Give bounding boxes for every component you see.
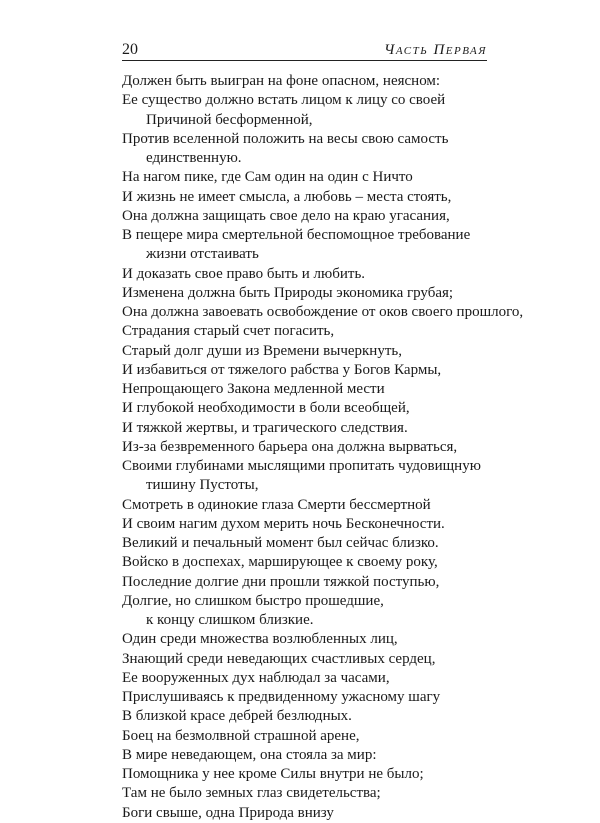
- poem-line: И тяжкой жертвы, и трагического следствия.: [122, 419, 408, 436]
- poem-line: Великий и печальный момент был сейчас близко.: [122, 535, 439, 551]
- page-number: 20: [122, 41, 138, 58]
- running-title: Часть Первая: [384, 42, 487, 58]
- poem-line: И доказать свое право быть и любить.: [122, 265, 366, 282]
- poem-line: Прислушиваясь к предвиденному ужасному шагу: [122, 689, 441, 705]
- poem-line: Причиной бесформенной,: [146, 111, 313, 128]
- poem-line: Один среди множества возлюбленных лиц,: [122, 631, 398, 648]
- poem-line: И глубокой необходимости в боли всеобщей,: [122, 400, 410, 417]
- poem-line: Своими глубинами мыслящими пропитать чудовищную: [122, 458, 481, 474]
- poem-line: Долгие, но слишком быстро прошедшие,: [122, 592, 384, 609]
- poem-line: Боги свыше, одна Природа внизу: [122, 804, 334, 821]
- poem-line: Ее существо должно встать лицом к лицу со своей: [122, 92, 446, 109]
- poem-line: единственную.: [146, 150, 242, 166]
- poem-line: В пещере мира смертельной беспомощное требование: [122, 227, 471, 243]
- poem-line: Она должна защищать свое дело на краю угасания,: [122, 207, 450, 224]
- poem-line: Помощника у нее кроме Силы внутри не было;: [122, 766, 424, 782]
- poem-line: Должен быть выигран на фоне опасном, неясном:: [122, 73, 441, 89]
- page-header: [122, 40, 487, 61]
- poem-line: к концу слишком близкие.: [146, 612, 314, 628]
- poem-line: тишину Пустоты,: [146, 477, 259, 494]
- poem-line: Страдания старый счет погасить,: [122, 323, 335, 340]
- poem-line: И жизнь не имеет смысла, а любовь – места стоять,: [122, 188, 452, 205]
- poem-line: Последние долгие дни прошли тяжкой поступью,: [122, 573, 440, 590]
- poem-line: Из-за безвременного барьера она должна вырваться,: [122, 438, 458, 455]
- poem-line: И своим нагим духом мерить ночь Бесконечности.: [122, 515, 445, 532]
- poem-line: Она должна завоевать освобождение от оков своего прошлого,: [122, 304, 524, 320]
- poem-line: Против вселенной положить на весы свою самость: [122, 130, 449, 147]
- poem-line: Непрощающего Закона медленной мести: [122, 381, 385, 397]
- poem-line: Там не было земных глаз свидетельства;: [122, 785, 381, 802]
- poem-line: И избавиться от тяжелого рабства у Богов Кармы,: [122, 361, 442, 378]
- poem-line: На нагом пике, где Сам один на один с Ничто: [122, 169, 413, 186]
- poem-line: Войско в доспехах, марширующее к своему року,: [122, 554, 438, 571]
- poem-line: Знающий среди неведающих счастливых сердец,: [122, 650, 436, 667]
- poem-line: жизни отстаивать: [146, 246, 259, 263]
- poem-line: В близкой красе дебрей безлюдных.: [122, 708, 352, 725]
- poem-text: [122, 72, 524, 823]
- poem-line: Старый долг души из Времени вычеркнуть,: [122, 342, 402, 359]
- poem-line: Смотреть в одинокие глаза Смерти бессмертной: [122, 496, 431, 513]
- poem-line: Ее вооруженных дух наблюдал за часами,: [122, 669, 390, 686]
- poem-line: В мире неведающем, она стояла за мир:: [122, 746, 377, 763]
- poem-line: Изменена должна быть Природы экономика грубая;: [122, 284, 454, 301]
- poem-line: Боец на безмолвной страшной арене,: [122, 727, 360, 744]
